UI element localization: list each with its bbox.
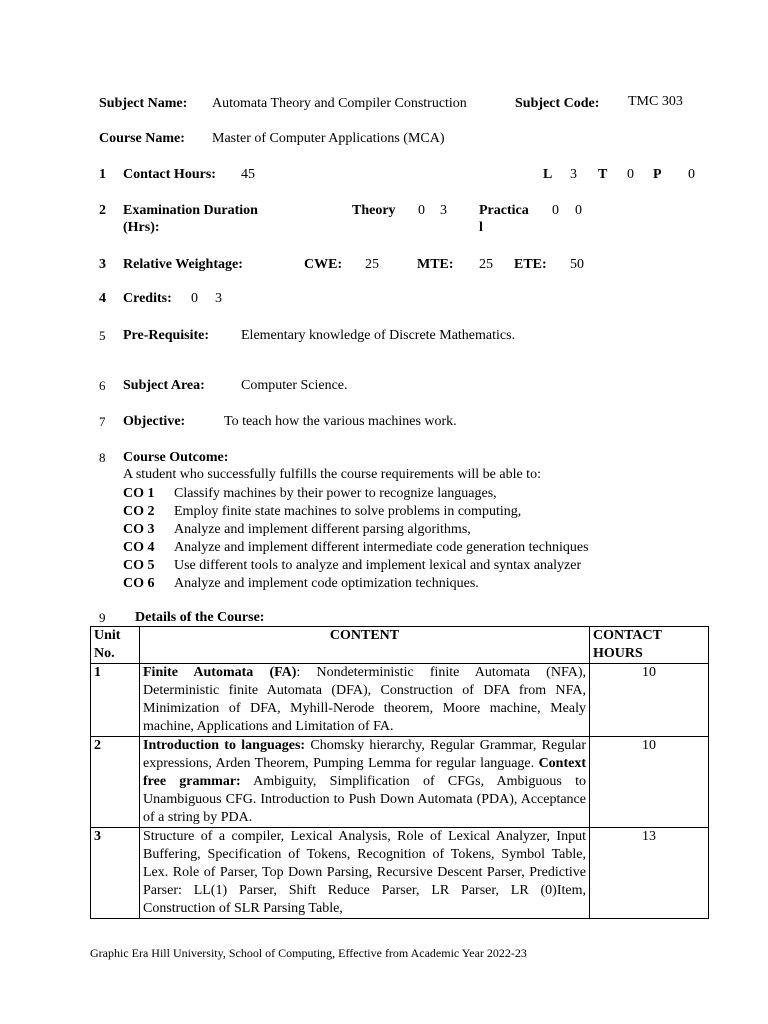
exam-duration-label: Examination Duration <box>123 203 258 218</box>
ete-label: ETE: <box>514 257 547 272</box>
lecture-value: 3 <box>570 167 577 182</box>
topic-heading: Finite Automata (FA) <box>143 665 297 680</box>
subject-code-value: TMC 303 <box>628 94 683 109</box>
co-text: Use different tools to analyze and implement lexical and syntax analyzer <box>174 558 582 573</box>
table-header-row <box>91 627 709 664</box>
credits-value-2: 3 <box>215 291 222 306</box>
prerequisite-label: Pre-Requisite: <box>123 328 210 343</box>
unit-hours: 10 <box>590 737 709 828</box>
co-code: CO 5 <box>123 558 155 573</box>
credits-value-1: 0 <box>191 291 198 306</box>
item-number-2: 2 <box>99 203 106 218</box>
tutorial-value: 0 <box>627 167 634 182</box>
cwe-label: CWE: <box>304 257 343 272</box>
course-outcome-item <box>123 575 479 592</box>
prerequisite-value: Elementary knowledge of Discrete Mathematics. <box>241 328 516 343</box>
topic-text: Chomsky hierarchy, Regular Grammar, Regular expressions, Arden Theorem, Pumping Lemma for regular language. <box>143 738 587 771</box>
subject-code-label: Subject Code: <box>515 96 600 111</box>
co-code: CO 1 <box>123 486 155 501</box>
contact-hours-header: CONTACT HOURS <box>590 627 709 664</box>
practical-value: 0 <box>688 167 695 182</box>
practical-label: P <box>653 167 662 182</box>
practical-value-1: 0 <box>552 203 559 218</box>
unit-hours: 10 <box>590 664 709 737</box>
item-number-5: 5 <box>99 328 106 343</box>
topic-text: : Nondeterministic finite Automata (NFA), Deterministic finite Automata (DFA), Construction of DFA from NFA, Minimization of DFA, Myhill-Nerode theorem, Moore machine, Mealy machine, Applications and Limitation of FA. <box>143 665 586 734</box>
subject-name-label: Subject Name: <box>99 96 188 111</box>
objective-label: Objective: <box>123 414 186 429</box>
course-outcome-item <box>123 503 521 520</box>
course-details-label: Details of the Course: <box>135 610 265 625</box>
table-row <box>91 828 709 919</box>
co-code: CO 3 <box>123 522 155 537</box>
practical-duration-label: Practica <box>479 203 529 218</box>
item-number-3: 3 <box>99 257 106 272</box>
item-number-9: 9 <box>99 610 106 625</box>
unit-number: 1 <box>91 664 140 737</box>
contact-hours-value: 45 <box>241 167 255 182</box>
subject-area-label: Subject Area: <box>123 378 205 393</box>
course-outcome-item <box>123 539 589 556</box>
ete-value: 50 <box>570 257 584 272</box>
table-row <box>91 737 709 828</box>
practical-duration-label-2: l <box>479 220 483 235</box>
unit-hours: 13 <box>590 828 709 919</box>
credits-label: Credits: <box>123 291 172 306</box>
objective-value: To teach how the various machines work. <box>224 414 457 429</box>
item-number-4: 4 <box>99 291 106 306</box>
item-number-7: 7 <box>99 414 106 429</box>
cwe-value: 25 <box>365 257 379 272</box>
topic-text: Ambiguity, Simplification of CFGs, Ambiguous to Unambiguous CFG. Introduction to Push Down Automata (PDA), Acceptance of a string by PDA. <box>143 774 586 825</box>
co-text: Analyze and implement different intermediate code generation techniques <box>174 540 589 555</box>
unit-number: 2 <box>91 737 140 828</box>
topic-heading: Introduction to languages: <box>143 738 306 753</box>
theory-value-1: 0 <box>418 203 425 218</box>
co-text: Classify machines by their power to recognize languages, <box>174 486 497 501</box>
weightage-label: Relative Weightage: <box>123 257 243 272</box>
course-outcome-label: Course Outcome: <box>123 450 229 465</box>
co-text: Employ finite state machines to solve problems in computing, <box>174 504 522 519</box>
subject-area-value: Computer Science. <box>241 378 348 393</box>
topic-text: Structure of a compiler, Lexical Analysis, Role of Lexical Analyzer, Input Buffering, Specification of Tokens, Recognition of Tokens, Symbol Table, Lex. Role of Parser, Top Down Parsing, Recursive Descent Parser, Predictive Parser: LL(1) Parser, Shift Reduce Parser, LR Parser, LR (0)Item, Construction of SLR Parsing Table, <box>143 829 586 916</box>
course-outcome-item <box>123 521 471 538</box>
co-code: CO 6 <box>123 576 155 591</box>
co-text: Analyze and implement different parsing algorithms, <box>174 522 471 537</box>
course-name-label: Course Name: <box>99 131 185 146</box>
unit-header: Unit No. <box>91 627 140 664</box>
unit-content <box>140 664 590 737</box>
unit-content <box>140 737 590 828</box>
contact-hours-label: Contact Hours: <box>123 167 216 182</box>
page-footer: Graphic Era Hill University, School of Computing, Effective from Academic Year 2022-23 <box>90 946 527 960</box>
tutorial-label: T <box>598 167 608 182</box>
mte-value: 25 <box>479 257 493 272</box>
subject-name-value: Automata Theory and Compiler Construction <box>212 96 467 111</box>
item-number-8: 8 <box>99 450 106 465</box>
co-text: Analyze and implement code optimization techniques. <box>174 576 479 591</box>
mte-label: MTE: <box>417 257 454 272</box>
theory-label: Theory <box>352 203 396 218</box>
table-row <box>91 664 709 737</box>
topic-heading: Context free grammar: <box>143 756 586 789</box>
course-outcome-intro: A student who successfully fulfills the course requirements will be able to: <box>123 467 541 482</box>
co-code: CO 4 <box>123 540 155 555</box>
item-number-6: 6 <box>99 378 106 393</box>
practical-value-2: 0 <box>575 203 582 218</box>
course-name-value: Master of Computer Applications (MCA) <box>212 131 445 146</box>
course-details-table <box>90 626 709 919</box>
course-outcome-item <box>123 485 497 502</box>
exam-duration-label-2: (Hrs): <box>123 220 160 235</box>
course-outcome-item <box>123 557 581 574</box>
content-header: CONTENT <box>140 627 590 664</box>
lecture-label: L <box>543 167 553 182</box>
theory-value-2: 3 <box>440 203 447 218</box>
co-code: CO 2 <box>123 504 155 519</box>
unit-number: 3 <box>91 828 140 919</box>
unit-content <box>140 828 590 919</box>
item-number-1: 1 <box>99 167 106 182</box>
